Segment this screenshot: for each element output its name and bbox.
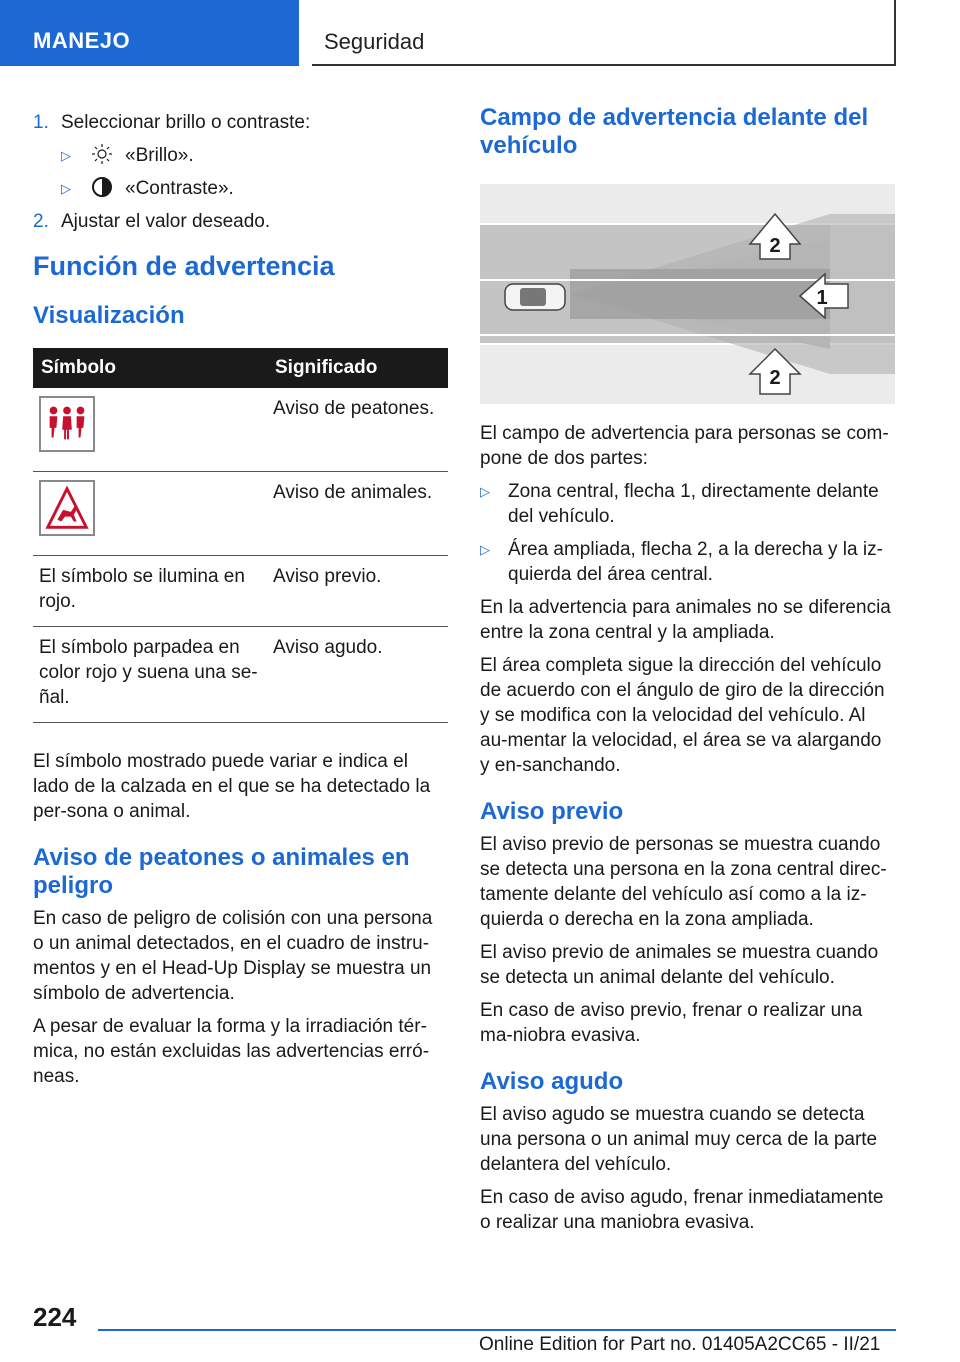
contrast-label: «Contraste». bbox=[125, 178, 234, 199]
contrast-icon bbox=[91, 176, 113, 198]
table-row bbox=[33, 627, 448, 723]
table-row bbox=[33, 556, 448, 627]
arrow-label: 1 bbox=[816, 287, 828, 309]
page-number: 224 bbox=[33, 1302, 77, 1332]
right-column bbox=[480, 104, 895, 1243]
table-row bbox=[33, 388, 448, 472]
step-number: 2. bbox=[33, 211, 49, 232]
list-item bbox=[61, 176, 448, 201]
subsection-heading: Aviso de peatones o animales en peligro bbox=[33, 844, 410, 899]
warning-field-diagram bbox=[480, 184, 895, 404]
header-section-label: MANEJO bbox=[33, 28, 131, 53]
footer-edition: Online Edition for Part no. 01405A2CC65 - II/21 bbox=[479, 1334, 881, 1355]
table-cell-symbol: El símbolo parpadea en color rojo y suena una se-ñal. bbox=[33, 627, 267, 723]
table-header-symbol: Símbolo bbox=[33, 348, 267, 388]
step-text: Ajustar el valor deseado. bbox=[61, 211, 271, 232]
paragraph: El símbolo mostrado puede variar e indica el lado de la calzada en el que se ha detectado la per-sona o animal. bbox=[33, 751, 431, 822]
list-item-text: Área ampliada, flecha 2, a la derecha y la iz-quierda del área central. bbox=[508, 539, 883, 585]
step-2 bbox=[33, 209, 448, 234]
step-1 bbox=[33, 110, 448, 135]
subsection-heading: Visualización bbox=[33, 302, 185, 329]
paragraph: El aviso previo de animales se muestra cuando se detecta un animal delante del vehículo. bbox=[480, 942, 879, 988]
paragraph: En la advertencia para animales no se diferencia entre la zona central y la ampliada. bbox=[480, 597, 891, 643]
paragraph: En caso de aviso agudo, frenar inmediatamente o realizar una maniobra evasiva. bbox=[480, 1187, 884, 1233]
paragraph: El aviso previo de personas se muestra cuando se detecta una persona en la zona central direc-tamente delante del vehículo así como a la iz-quierda o derecha en la zona ampliada. bbox=[480, 834, 887, 930]
brightness-label: «Brillo». bbox=[125, 145, 194, 166]
table-cell-symbol: El símbolo se ilumina en rojo. bbox=[33, 556, 267, 627]
animal-warning-icon bbox=[39, 480, 95, 536]
table-cell-meaning: Aviso de animales. bbox=[267, 472, 448, 556]
header-section-tab[interactable] bbox=[0, 0, 299, 66]
paragraph: A pesar de evaluar la forma y la irradiación tér-mica, no están excluidas las advertencias erró-neas. bbox=[33, 1016, 430, 1087]
table-header-meaning: Significado bbox=[267, 348, 448, 388]
brightness-option bbox=[91, 143, 194, 168]
paragraph: En caso de aviso previo, frenar o realizar una ma-niobra evasiva. bbox=[480, 1000, 863, 1046]
table-cell-symbol bbox=[33, 388, 267, 472]
list-item bbox=[61, 143, 448, 168]
pedestrian-warning-icon bbox=[39, 396, 95, 452]
paragraph: En caso de peligro de colisión con una persona o un animal detectados, en el cuadro de instru-mentos y en el Head-Up Display se muestra un símbolo de advertencia. bbox=[33, 908, 433, 1004]
triangle-bullet-icon: ▷ bbox=[61, 148, 71, 163]
arrow-label: 2 bbox=[769, 367, 781, 389]
step-text: Seleccionar brillo o contraste: bbox=[61, 112, 311, 133]
table-cell-meaning: Aviso previo. bbox=[267, 556, 448, 627]
paragraph: El aviso agudo se muestra cuando se detecta una persona o un animal muy cerca de la parte delantera del vehículo. bbox=[480, 1104, 878, 1175]
paragraph: El área completa sigue la dirección del vehículo de acuerdo con el ángulo de giro de la dirección y se modifica con la velocidad del vehículo. Al au-mentar la velocidad, el área se va alargando y en-sanchando. bbox=[480, 655, 885, 776]
triangle-bullet-icon: ▷ bbox=[480, 484, 490, 499]
table-cell-meaning: Aviso de peatones. bbox=[267, 388, 448, 472]
step-1-options bbox=[61, 143, 448, 201]
left-column bbox=[33, 110, 448, 1097]
paragraph: El campo de advertencia para personas se com-pone de dos partes: bbox=[480, 423, 889, 469]
subsection-heading: Campo de advertencia delante del vehículo bbox=[480, 104, 869, 159]
section-heading: Función de advertencia bbox=[33, 251, 335, 281]
table-cell-meaning: Aviso agudo. bbox=[267, 627, 448, 723]
list-item bbox=[480, 537, 895, 587]
arrow-label: 2 bbox=[769, 235, 781, 257]
header-subsection-label: Seguridad bbox=[324, 29, 425, 54]
footer-divider bbox=[98, 1329, 896, 1331]
contrast-option bbox=[91, 176, 234, 201]
brightness-icon bbox=[91, 143, 113, 165]
subsection-heading: Aviso previo bbox=[480, 798, 624, 825]
symbol-table bbox=[33, 348, 448, 723]
car-icon bbox=[505, 284, 565, 310]
list-item-text: Zona central, flecha 1, directamente delante del vehículo. bbox=[508, 481, 879, 527]
triangle-bullet-icon: ▷ bbox=[480, 542, 490, 557]
table-row bbox=[33, 472, 448, 556]
table-cell-symbol bbox=[33, 472, 267, 556]
triangle-bullet-icon: ▷ bbox=[61, 181, 71, 196]
header-subsection-tab[interactable] bbox=[312, 0, 896, 66]
subsection-heading: Aviso agudo bbox=[480, 1068, 624, 1095]
table-header-row bbox=[33, 348, 448, 388]
step-number: 1. bbox=[33, 112, 49, 133]
list-item bbox=[480, 479, 895, 529]
